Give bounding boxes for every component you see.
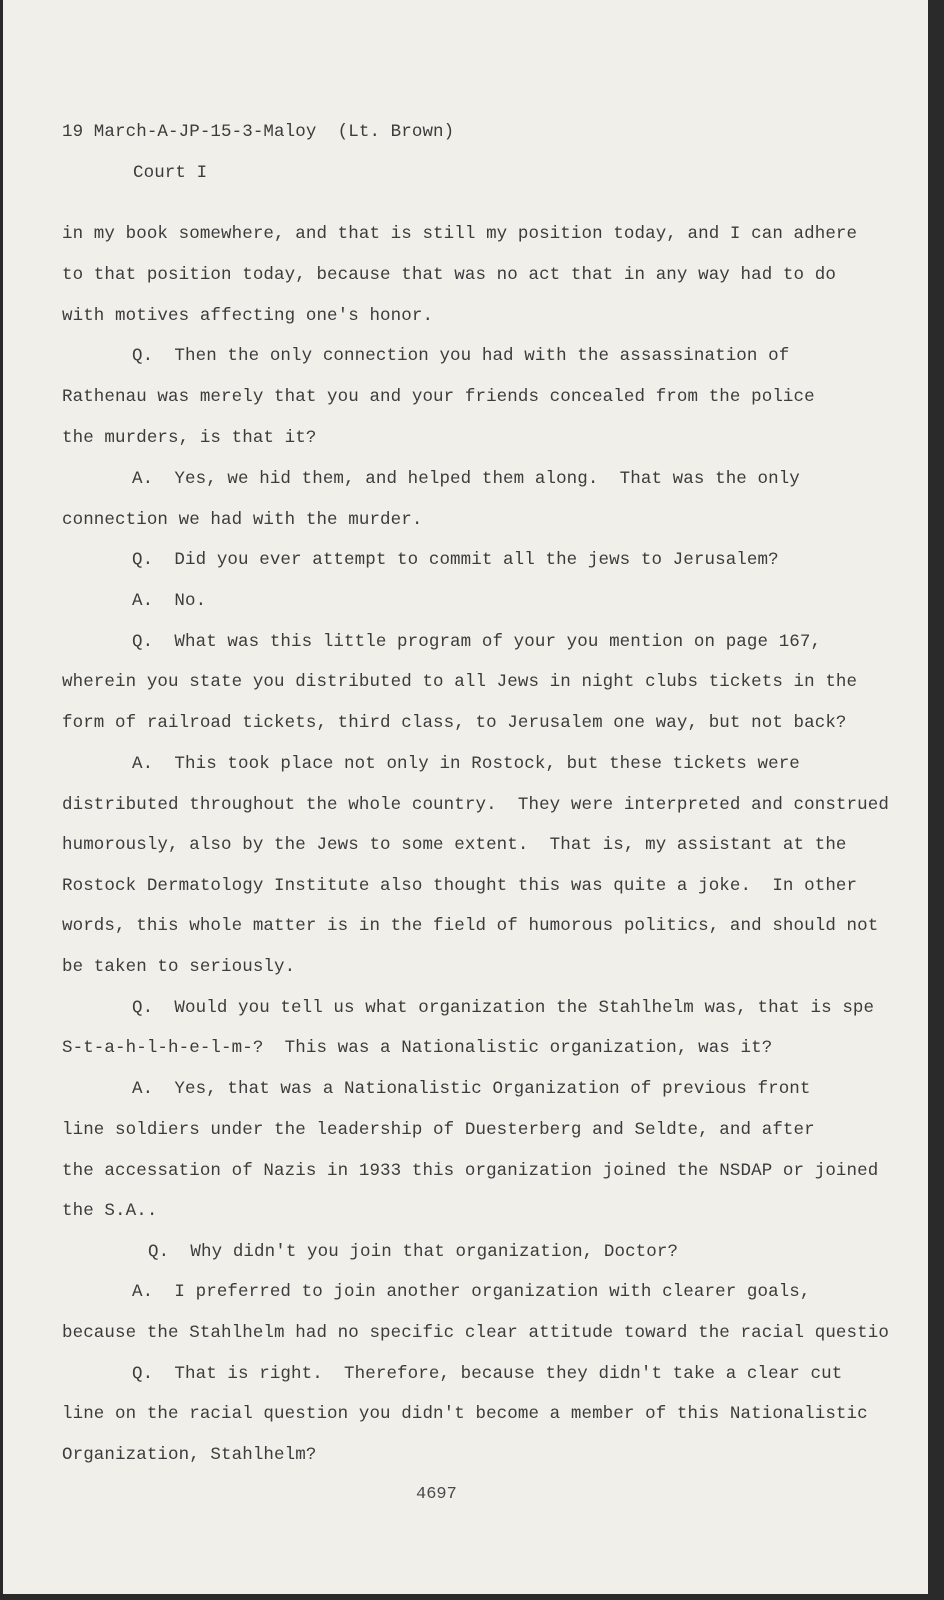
text-line: Q. Then the only connection you had with the assassination of	[132, 346, 790, 366]
text-line: A. Yes, that was a Nationalistic Organization of previous front	[132, 1079, 811, 1099]
text-line: A. This took place not only in Rostock, but these tickets were	[132, 754, 800, 774]
text-line: Q. Would you tell us what organization the Stahlhelm was, that is spe	[132, 998, 875, 1018]
text-line: Q. That is right. Therefore, because they didn't take a clear cut	[132, 1364, 843, 1384]
text-line: Rathenau was merely that you and your friends concealed from the police	[62, 387, 815, 407]
text-line: form of railroad tickets, third class, to Jerusalem one way, but not back?	[62, 713, 847, 733]
text-line: A. No.	[132, 591, 207, 611]
text-line: words, this whole matter is in the field of humorous politics, and should not	[62, 916, 879, 936]
text-line: connection we had with the murder.	[62, 510, 423, 530]
text-line: line soldiers under the leadership of Duesterberg and Seldte, and after	[62, 1120, 815, 1140]
text-line: Rostock Dermatology Institute also thought this was quite a joke. In other	[62, 876, 858, 896]
text-line: distributed throughout the whole country. They were interpreted and construed	[62, 795, 889, 815]
text-line: in my book somewhere, and that is still my position today, and I can adhere	[62, 224, 858, 244]
page-number: 4697	[416, 1485, 457, 1504]
text-line: A. Yes, we hid them, and helped them along. That was the only	[132, 469, 800, 489]
text-line: with motives affecting one's honor.	[62, 306, 434, 326]
text-line: Q. Did you ever attempt to commit all the jews to Jerusalem?	[132, 550, 779, 570]
text-line: the murders, is that it?	[62, 428, 317, 448]
court-label: Court I	[133, 163, 208, 183]
text-line: the S.A..	[62, 1201, 158, 1221]
text-line: line on the racial question you didn't become a member of this Nationalistic	[62, 1404, 868, 1424]
text-line: Q. Why didn't you join that organization, Doctor?	[148, 1242, 679, 1262]
text-line: S-t-a-h-l-h-e-l-m-? This was a Nationalistic organization, was it?	[62, 1038, 773, 1058]
text-line: Organization, Stahlhelm?	[62, 1445, 317, 1465]
text-line: Q. What was this little program of your you mention on page 167,	[132, 632, 822, 652]
text-line: humorously, also by the Jews to some extent. That is, my assistant at the	[62, 835, 847, 855]
text-line: to that position today, because that was no act that in any way had to do	[62, 265, 836, 285]
document-page	[3, 0, 928, 1594]
text-line: A. I preferred to join another organization with clearer goals,	[132, 1282, 811, 1302]
text-line: the accessation of Nazis in 1933 this organization joined the NSDAP or joined	[62, 1161, 879, 1181]
text-line: because the Stahlhelm had no specific clear attitude toward the racial questio	[62, 1323, 889, 1343]
document-header: 19 March-A-JP-15-3-Maloy (Lt. Brown)	[62, 122, 455, 142]
text-line: wherein you state you distributed to all Jews in night clubs tickets in the	[62, 672, 858, 692]
text-line: be taken to seriously.	[62, 957, 296, 977]
